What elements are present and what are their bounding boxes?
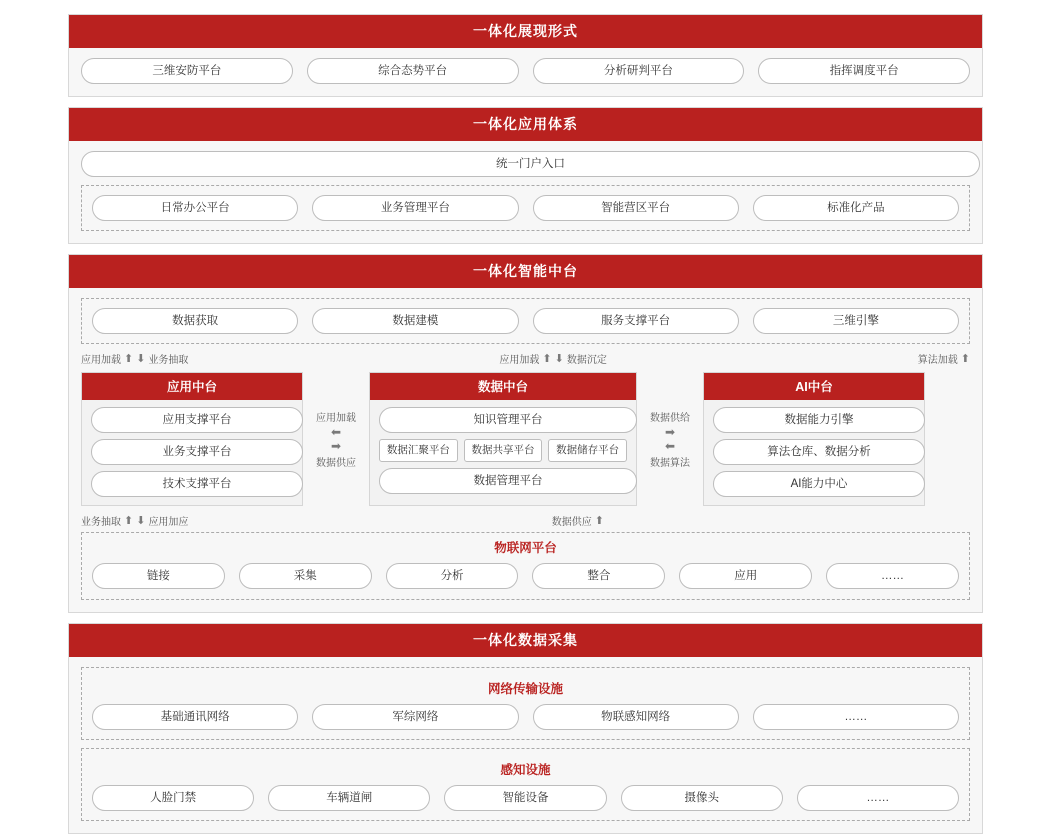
middle-top-item[interactable]: 数据建模 <box>312 308 518 334</box>
band-data-collection-body <box>69 657 982 833</box>
iot-item[interactable]: 链接 <box>92 563 225 589</box>
column-ai-platform-title: AI中台 <box>704 373 924 400</box>
flow-label: 应用加载 <box>81 355 121 366</box>
app-platform-item[interactable]: 技术支撑平台 <box>91 471 303 497</box>
presentation-items-row <box>81 58 970 84</box>
middle-top-item[interactable]: 数据获取 <box>92 308 298 334</box>
data-platform-sub-row <box>379 439 627 462</box>
sensing-item-more[interactable]: …… <box>797 785 959 811</box>
sensing-facilities-title: 感知设施 <box>500 763 551 777</box>
iot-platform-group <box>81 532 970 600</box>
iot-item[interactable]: 分析 <box>386 563 519 589</box>
ai-platform-item[interactable]: 数据能力引擎 <box>713 407 925 433</box>
column-ai-platform-body <box>704 400 924 497</box>
column-data-platform-title: 数据中台 <box>370 373 636 400</box>
arrow-up-icon: ⬆ <box>124 353 134 365</box>
ai-platform-item[interactable]: AI能力中心 <box>713 471 925 497</box>
sensing-item[interactable]: 智能设备 <box>444 785 606 811</box>
band-middle-platform-body <box>69 288 982 612</box>
flow-center-group <box>499 351 606 366</box>
gutter-label: 数据供应 <box>316 458 356 469</box>
column-app-platform <box>81 372 303 506</box>
iot-item[interactable]: 采集 <box>239 563 372 589</box>
iot-items-row <box>92 563 959 589</box>
flow-bottom-left-group <box>81 513 188 528</box>
band-data-collection <box>68 623 983 834</box>
network-item[interactable]: 基础通讯网络 <box>92 704 298 730</box>
presentation-item[interactable]: 综合态势平台 <box>307 58 519 84</box>
network-item[interactable]: 物联感知网络 <box>533 704 739 730</box>
band-middle-platform <box>68 254 983 613</box>
flow-label: 业务抽取 <box>148 355 189 366</box>
arrow-up-icon: ⬆ <box>542 353 552 365</box>
band-middle-platform-title: 一体化智能中台 <box>69 255 982 288</box>
band-presentation <box>68 14 983 97</box>
network-item[interactable]: 军综网络 <box>312 704 518 730</box>
application-item[interactable]: 日常办公平台 <box>92 195 298 221</box>
band-presentation-body <box>69 48 982 96</box>
column-ai-platform <box>703 372 925 506</box>
column-data-platform-body <box>370 400 636 494</box>
unified-portal-entry[interactable]: 统一门户入口 <box>81 151 980 177</box>
sensing-item[interactable]: 车辆道闸 <box>268 785 430 811</box>
arrow-up-icon: ⬆ <box>124 515 134 527</box>
iot-item[interactable]: 整合 <box>532 563 665 589</box>
flow-annotations-top <box>81 351 970 366</box>
data-platform-sub-item[interactable]: 数据汇聚平台 <box>379 439 458 462</box>
flow-label: 数据沉定 <box>566 355 607 366</box>
application-item[interactable]: 标准化产品 <box>753 195 959 221</box>
data-platform-bottom-item[interactable]: 数据管理平台 <box>379 468 637 494</box>
flow-bottom-center-group <box>552 513 604 528</box>
sensing-facilities-row <box>92 785 959 811</box>
flow-label: 数据供应 <box>551 517 592 528</box>
band-data-collection-title: 一体化数据采集 <box>69 624 982 657</box>
gutter-label: 数据算法 <box>650 458 690 469</box>
application-item[interactable]: 智能营区平台 <box>533 195 739 221</box>
iot-item-more[interactable]: …… <box>826 563 959 589</box>
middle-top-item[interactable]: 服务支撑平台 <box>533 308 739 334</box>
arrow-left-icon: ⬅ <box>330 425 342 439</box>
data-platform-top-item[interactable]: 知识管理平台 <box>379 407 637 433</box>
gutter-label: 应用加载 <box>316 413 356 424</box>
arrow-left-icon: ⬅ <box>664 439 676 453</box>
network-facilities-row <box>92 704 959 730</box>
network-item-more[interactable]: …… <box>753 704 959 730</box>
column-app-platform-body <box>82 400 302 497</box>
presentation-item[interactable]: 三维安防平台 <box>81 58 293 84</box>
ai-platform-item[interactable]: 算法仓库、数据分析 <box>713 439 925 465</box>
presentation-item[interactable]: 分析研判平台 <box>533 58 745 84</box>
sensing-item[interactable]: 人脸门禁 <box>92 785 254 811</box>
application-items-row <box>92 195 959 221</box>
arrow-up-icon: ⬆ <box>594 515 604 527</box>
presentation-item[interactable]: 指挥调度平台 <box>758 58 970 84</box>
middle-top-item[interactable]: 三维引擎 <box>753 308 959 334</box>
band-application-body <box>69 141 982 243</box>
flow-label: 应用加载 <box>499 355 540 366</box>
arrow-down-icon: ⬇ <box>136 515 146 527</box>
band-application-title: 一体化应用体系 <box>69 108 982 141</box>
app-platform-item[interactable]: 业务支撑平台 <box>91 439 303 465</box>
data-platform-sub-item[interactable]: 数据共享平台 <box>464 439 543 462</box>
flow-annotations-bottom <box>81 513 970 528</box>
arrow-down-icon: ⬇ <box>136 353 146 365</box>
gutter-label: 数据供给 <box>650 413 690 424</box>
arrow-right-icon: ➡ <box>664 425 676 439</box>
flow-right-group <box>918 351 970 366</box>
middle-top-items-group <box>81 298 970 344</box>
sensing-facilities-group <box>81 748 970 821</box>
sensing-item[interactable]: 摄像头 <box>621 785 783 811</box>
arrow-gutter-right <box>637 372 703 506</box>
application-items-group <box>81 185 970 231</box>
arrow-down-icon: ⬇ <box>554 353 564 365</box>
middle-columns <box>81 372 970 506</box>
flow-label: 业务抽取 <box>81 517 121 528</box>
middle-top-items-row <box>92 308 959 334</box>
column-app-platform-title: 应用中台 <box>82 373 302 400</box>
data-platform-sub-item[interactable]: 数据储存平台 <box>548 439 627 462</box>
network-facilities-title: 网络传输设施 <box>487 682 563 696</box>
flow-left-group <box>81 351 188 366</box>
network-facilities-group <box>81 667 970 740</box>
band-presentation-title: 一体化展现形式 <box>69 15 982 48</box>
app-platform-item[interactable]: 应用支撑平台 <box>91 407 303 433</box>
column-data-platform <box>369 372 637 506</box>
flow-label: 算法加载 <box>917 355 958 366</box>
flow-label: 应用加应 <box>148 517 189 528</box>
arrow-gutter-left <box>303 372 369 506</box>
application-item[interactable]: 业务管理平台 <box>312 195 518 221</box>
arrow-up-icon: ⬆ <box>960 353 970 365</box>
arrow-right-icon: ➡ <box>330 439 342 453</box>
iot-platform-title: 物联网平台 <box>494 541 557 555</box>
band-application <box>68 107 983 244</box>
iot-item[interactable]: 应用 <box>679 563 812 589</box>
